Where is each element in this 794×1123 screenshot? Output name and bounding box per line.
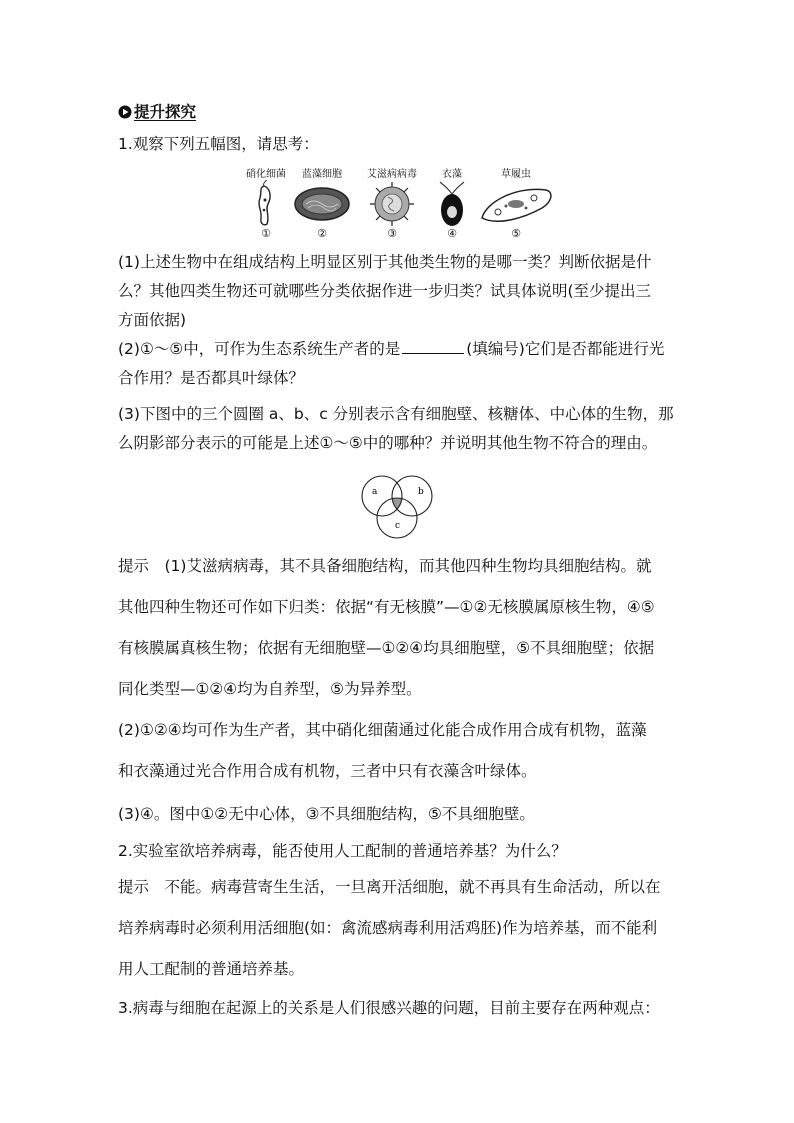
q2-answer-line: 提示 不能。病毒营寄生生活，一旦离开活细胞，就不再具有生命活动，所以在	[118, 878, 661, 896]
organism-label: 蓝藻细胞	[302, 169, 342, 180]
organism-number: ③	[387, 227, 397, 240]
cyanobacteria-cell-image	[292, 180, 352, 228]
q1-answer-line: 和衣藻通过光合作用合成有机物，三者中只有衣藻含叶绿体。	[118, 762, 537, 780]
q3-stem: 3.病毒与细胞在起源上的关系是人们很感兴趣的问题，目前主要存在两种观点：	[118, 999, 660, 1017]
organism-label: 硝化细菌	[246, 169, 286, 180]
q1-sub1-line: 方面依据)	[118, 311, 187, 329]
q1-answer-line: (3)④。图中①②无中心体，③不具细胞结构，⑤不具细胞壁。	[118, 805, 535, 823]
q1-sub2-line: 合作用？是否都具叶绿体？	[118, 369, 305, 387]
q1-sub2-line	[118, 339, 664, 359]
answer-blank	[402, 339, 464, 354]
venn-label-b: b	[418, 487, 424, 497]
organism-number: ⑤	[511, 227, 521, 240]
q1-sub1-line: 么？其他四类生物还可就哪些分类依据作进一步归类？试具体说明(至少提出三	[118, 282, 652, 300]
venn-label-c: c	[395, 521, 401, 531]
q2-stem: 2.实验室欲培养病毒，能否使用人工配制的普通培养基？为什么？	[118, 842, 567, 860]
paramecium-image	[476, 180, 556, 228]
organism-number: ④	[447, 227, 457, 240]
q1-answer-line: 提示 (1)艾滋病病毒，其不具备细胞结构，而其他四种生物均具细胞结构。就	[118, 557, 652, 575]
organism-label: 衣藻	[442, 169, 462, 180]
hiv-virus-image	[352, 180, 432, 228]
chlamydomonas-image	[432, 180, 472, 228]
organism-5	[476, 165, 556, 240]
q1-sub2-text-b: (填编号)它们是否都能进行光	[466, 340, 665, 358]
section-title: 提升探究	[134, 103, 197, 121]
venn-circle-b	[392, 476, 432, 516]
q1-answer-line: 同化类型—①②④均为自养型，⑤为异养型。	[118, 680, 422, 698]
q1-sub1-line: (1)上述生物中在组成结构上明显区别于其他类生物的是哪一类？判断依据是什	[118, 253, 652, 271]
section-heading	[118, 102, 196, 122]
play-circle-icon	[118, 105, 132, 119]
q1-sub3-line: 么阴影部分表示的可能是上述①～⑤中的哪种？并说明其他生物不符合的理由。	[118, 434, 658, 452]
q1-answer-line: (2)①②④均可作为生产者，其中硝化细菌通过化能合成作用合成有机物，蓝藻	[118, 721, 647, 739]
organism-number: ②	[317, 227, 327, 240]
organism-2	[292, 165, 352, 240]
q2-answer-line: 培养病毒时必须利用活细胞(如：禽流感病毒利用活鸡胚)作为培养基，而不能利	[118, 919, 658, 937]
q1-stem: 1.观察下列五幅图，请思考：	[118, 135, 319, 153]
organism-number: ①	[261, 227, 271, 240]
nitrifying-bacteria-image	[240, 180, 292, 228]
venn-label-a: a	[372, 487, 378, 497]
organism-1	[240, 165, 292, 240]
organism-label: 艾滋病病毒	[367, 169, 417, 180]
venn-diagram	[356, 472, 440, 544]
q1-sub3-line: (3)下图中的三个圆圈 a、b、c 分别表示含有细胞壁、核糖体、中心体的生物，那	[118, 405, 674, 423]
organism-4	[432, 165, 472, 240]
venn-circle-a	[362, 476, 402, 516]
q1-answer-line: 有核膜属真核生物；依据有无细胞壁—①②④均具细胞壁，⑤不具细胞壁；依据	[118, 639, 655, 657]
organism-label: 草履虫	[501, 169, 531, 180]
q2-answer-line: 用人工配制的普通培养基。	[118, 960, 305, 978]
organism-figure	[240, 165, 570, 245]
q1-sub2-text-a: (2)①～⑤中，可作为生态系统生产者的是	[118, 340, 401, 358]
q1-answer-line: 其他四种生物还可作如下归类：依据“有无核膜”—①②无核膜属原核生物，④⑤	[118, 598, 655, 616]
organism-3	[352, 165, 432, 240]
